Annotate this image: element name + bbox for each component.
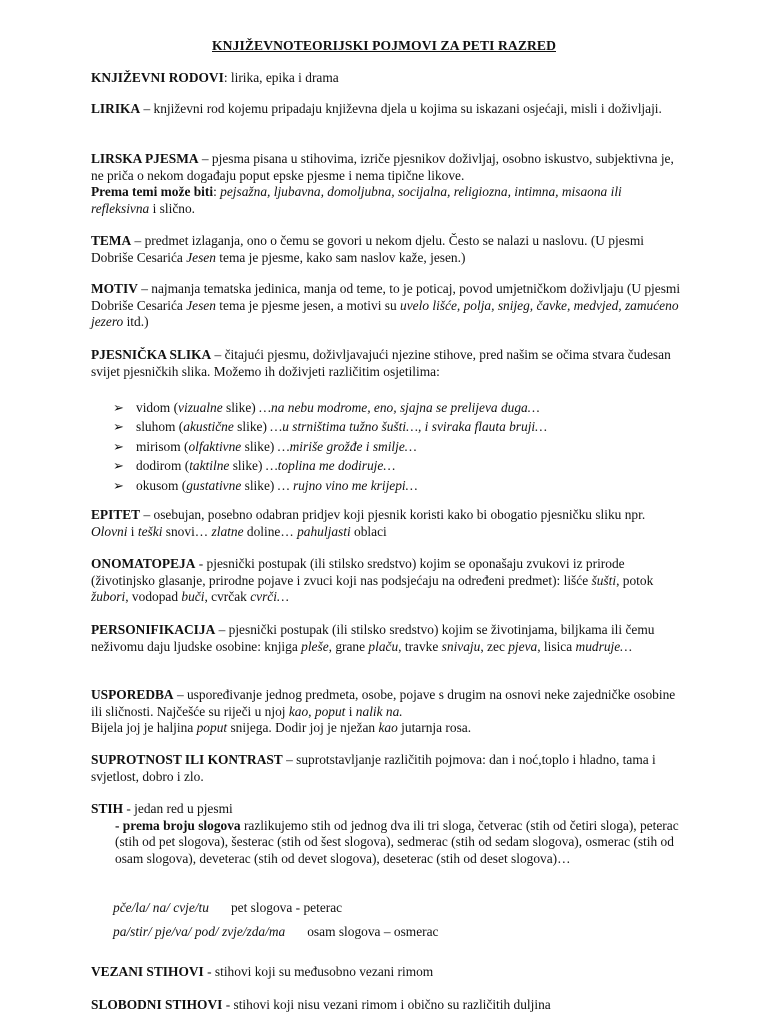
label-prema-temi: Prema temi može biti [91,184,214,199]
example-word: kao, poput [288,703,346,719]
label-prema-broju-slogova: - prema broju slogova [115,817,241,833]
text-motiv-2: tema je pjesme jesen, a motivi su [215,297,401,313]
verse-description: pet slogova - peterac [230,900,343,915]
text-tema-2: tema je pjesme, kako sam naslov kaže, jesen.) [215,249,466,265]
sense-label-end: slike) [222,400,260,415]
verse-syllables: pče/la/ na/ cvje/tu [113,900,209,915]
sense-example: …toplina me dodiruje… [265,458,396,474]
sense-example: …miriše grožđe i smilje… [277,438,417,454]
definition-lirika [91,101,681,118]
verse-description: osam slogova – osmerac [307,924,439,939]
example-word: snivaju [441,638,481,654]
example-word: zlatne [211,523,244,539]
sense-label-end: slike) [233,419,271,435]
definition-motiv [91,281,681,331]
term-tema: TEMA [91,233,132,248]
example-word: plaču [368,638,399,654]
list-item [113,400,683,419]
colon: : [213,184,221,199]
example-word: pleše [301,638,329,654]
list-item [113,439,683,458]
term-kontrast: SUPROTNOST ILI KONTRAST [91,752,283,767]
sense-kind: taktilne [189,458,230,474]
example-word: nalik na. [355,703,403,719]
sense-kind: vizualne [178,400,223,415]
stih-subdefinition [91,818,681,868]
term-knjizevni-rodovi: KNJIŽEVNI RODOVI [91,70,224,85]
definition-pjesnicka-slika [91,347,681,380]
text-pjesnicka-slika: – čitajući pjesmu, doživljavajući njezine stihove, pred našim se očima stvara čudesan svijet pjesničkih slika. Možemo ih doživjeti različitim osjetilima: [91,347,671,379]
sense-label: sluhom ( [136,419,184,435]
poem-title: Jesen [186,297,216,313]
example-joiner: , zec [480,638,509,654]
sense-example: …na nebu modrome, eno, sjajna se prelijeva duga… [259,400,540,415]
text-lirska-pjesma: – pjesma pisana u stihovima, izriče pjesnikov doživljaj, osobno iskustvo, subjektivna je, ne priča o nekom događaju poput epske pjesme i nema tipične likove. [91,151,674,183]
term-onomatopeja: ONOMATOPEJA [91,556,196,571]
example-sentence: jutarnja rosa. [397,720,472,735]
definition-personifikacija [91,622,681,655]
text-stih: - jedan red u pjesmi [123,801,233,816]
text-epitet: – osebujan, posebno odabran pridjev koji pjesnik koristi kako bi obogatio pjesničku sliku npr. [140,507,646,522]
example-joiner: , vodopad [125,589,182,604]
page-title: KNJIŽEVNOTEORIJSKI POJMOVI ZA PETI RAZRED [212,38,556,53]
example-word: šušti [591,572,617,588]
text-prema-broju-slogova: razlikujemo stih od jednog dva ili tri sloga, četverac (stih od četiri sloga), peterac (stih od pet slogova), šesterac (stih od šest slogova), sedmerac (stih od sedam slogova), osmerac (stih od osam slogova), deveterac (stih od devet slogova), deseterac (stih od deset slogova)… [115,817,679,866]
example-word: žubori [91,589,126,604]
term-motiv: MOTIV [91,281,138,296]
example-word: cvrči… [250,589,289,604]
motivi-list: uvelo lišće, polja, snijeg, čavke, medvjed, zamućeno jezero [91,297,679,329]
tema-end: i slično. [149,200,196,216]
term-vezani-stihovi: VEZANI STIHOVI [91,964,204,979]
sense-label: mirisom ( [136,438,189,454]
list-item [113,458,683,477]
example-joiner: , lisica [537,638,576,654]
example-word: poput [196,720,228,735]
example-joiner: , cvrčak [204,589,251,604]
sense-kind: olfaktivne [188,438,242,454]
text-personifikacija: – pjesnički postupak (ili stilsko sredstvo) kojim se životinjama, biljkama ili čemu neživomu daju ljudske osobine: knjiga [91,622,655,654]
example-joiner: , potok [616,572,654,588]
definition-onomatopeja [91,556,681,606]
list-item [113,419,683,438]
arrow-bullet-icon: ➢ [113,458,124,474]
example-joiner: oblaci [350,523,387,539]
sense-label: vidom ( [136,400,179,415]
example-word: Olovni [91,523,128,539]
sense-kind: gustativne [186,477,242,493]
arrow-bullet-icon: ➢ [113,438,124,454]
example-joiner: i [127,523,138,539]
arrow-bullet-icon: ➢ [113,477,124,493]
arrow-bullet-icon: ➢ [113,400,124,415]
example-word: pahuljasti [297,523,351,539]
text-motiv-1: – najmanja tematska jedinica, manja od teme, to je poticaj, povod umjetničkom doživljaju (U pjesmi Dobriše Cesarića [91,281,681,313]
sense-example: …u strništima tužno šušti…, i sviraka flauta bruji… [270,419,548,435]
example-word: pjeva [508,638,538,654]
definition-usporedba [91,687,681,737]
term-personifikacija: PERSONIFIKACIJA [91,622,216,637]
text-onomatopeja: - pjesnički postupak (ili stilsko sredstvo) kojim se oponašaju zvukovi iz prirode (životinjsko glasanje, prirodne pojave i zvuci koji nas podsjećaju na određeni predmet): lišće [91,556,625,588]
arrow-bullet-icon: ➢ [113,419,124,435]
text-knjizevni-rodovi: : lirika, epika i drama [223,70,339,85]
verse-example-2 [113,924,673,941]
term-epitet: EPITET [91,507,141,522]
term-lirika: LIRIKA [91,101,141,116]
text-motiv-3: itd.) [123,314,149,329]
text-slobodni-stihovi: - stihovi koji nisu vezani rimom i obično su različitih duljina [222,997,551,1012]
example-joiner: , grane [328,638,369,654]
text-tema-1: – predmet izlaganja, ono o čemu se govori u nekom djelu. Često se nalazi u naslovu. (U pjesmi Dobriše Cesarića [91,233,645,265]
definition-knjizevni-rodovi [91,70,681,87]
term-slobodni-stihovi: SLOBODNI STIHOVI [91,997,223,1012]
definition-epitet [91,507,681,540]
senses-list [113,400,683,497]
definition-stih [91,801,681,867]
definition-kontrast [91,752,681,785]
verse-example-1 [113,900,673,917]
text-lirika: – književni rod kojemu pripadaju književna djela u kojima su iskazani osjećaji, misli i doživljaji. [140,101,662,116]
example-word: mudruje… [575,638,633,654]
definition-slobodni-stihovi [91,997,681,1014]
text-kontrast: – suprotstavljanje različitih pojmova: dan i noć,toplo i hladno, tama i svjetlost, dobro i zlo. [91,752,656,784]
example-word: teški [137,523,163,539]
text-vezani-stihovi: - stihovi koji su međusobno vezani rimom [203,964,434,979]
definition-vezani-stihovi [91,964,681,981]
term-stih: STIH [91,801,124,816]
verse-syllables: pa/stir/ pje/va/ pod/ zvje/zda/ma [113,924,286,939]
example-joiner: doline… [243,523,298,539]
poem-title: Jesen [186,249,216,265]
sense-example: … rujno vino me krijepi… [277,477,418,493]
example-joiner: snovi… [162,523,212,539]
example-word: buči [181,589,205,604]
sense-label-end: slike) [241,477,278,493]
sense-kind: akustične [183,419,234,435]
definition-tema [91,233,681,266]
sense-label: okusom ( [136,477,187,493]
example-word: kao [378,720,398,735]
text-usporedba: – uspoređivanje jednog predmeta, osobe, pojave s drugim na osnovi neke zajedničke osobine ili sličnosti. Najčešće su riječi u njoj [91,687,676,719]
example-joiner: i [345,703,356,719]
example-sentence: Bijela joj je haljina [91,720,197,735]
term-usporedba: USPOREDBA [91,687,174,702]
example-joiner: , travke [398,638,442,654]
sense-label-end: slike) [241,438,278,454]
sense-label-end: slike) [229,458,266,474]
list-item [113,478,683,497]
sense-label: dodirom ( [136,458,190,474]
example-sentence: snijega. Dodir joj je nježan [227,720,379,735]
tema-list: pejsažna, ljubavna, domoljubna, socijalna, religiozna, intimna, misaona ili refleksivna [91,184,622,216]
definition-lirska-pjesma [91,151,681,217]
term-lirska-pjesma: LIRSKA PJESMA [91,151,199,166]
term-pjesnicka-slika: PJESNIČKA SLIKA [91,347,212,362]
